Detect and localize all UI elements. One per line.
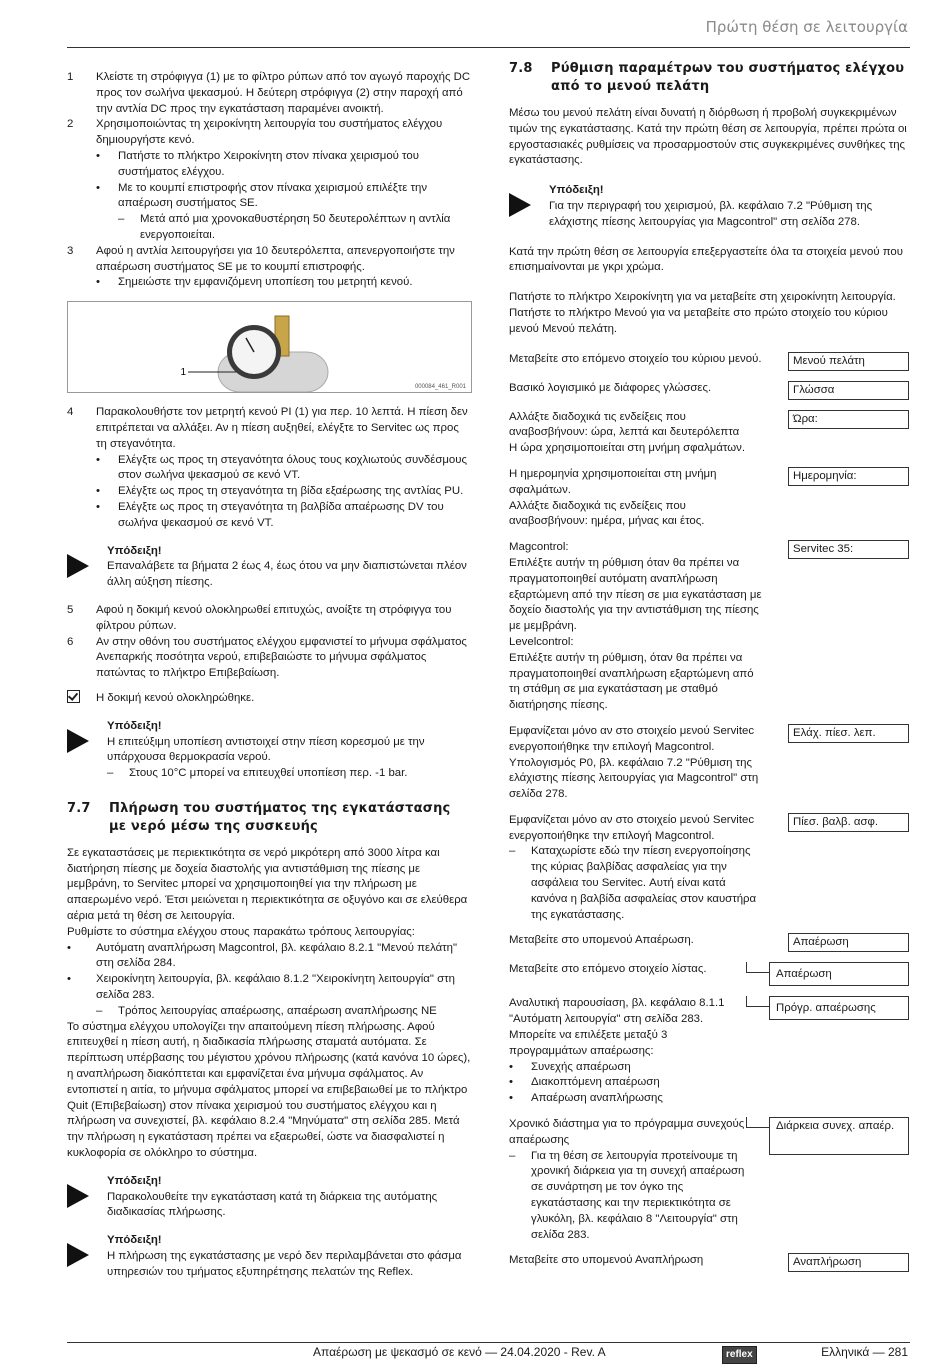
note-repeat-steps: Υπόδειξη! Επαναλάβετε τα βήματα 2 έως 4, έως ότου να μην διαπιστώνεται πλέον άλλη αύξηση πίεσης. <box>67 544 472 591</box>
footer-page-number: Ελληνικά — 281 <box>821 1345 908 1359</box>
header-rule <box>67 47 910 48</box>
right-column <box>509 60 909 1282</box>
paragraph: Ρυθμίστε το σύστημα ελέγχου στους παρακάτω τρόπους λειτουργίας: <box>67 925 415 938</box>
menu-item-servitec[interactable]: Servitec 35: <box>788 540 909 559</box>
page-header-title: Πρώτη θέση σε λειτουργία <box>705 18 908 36</box>
note-operation: Υπόδειξη! Για την περιγραφή του χειρισμού, βλ. κεφάλαιο 7.2 "Ρύθμιση της ελάχιστης πίεσης λειτουργίας για Magcontrol" στη σελίδα 278. <box>509 183 909 230</box>
note-arrow-icon <box>67 544 107 591</box>
section-7-8-heading: 7.8 Ρύθμιση παραμέτρων του συστήματος ελέγχου από το μενού πελάτη <box>509 61 905 94</box>
vacuum-gauge-figure <box>67 301 472 393</box>
step-6: 6 Αν στην οθόνη του συστήματος ελέγχου εμφανιστεί το μήνυμα σφάλματος Ανεπαρκής ποσότητα νερού, επιβεβαιώστε το μήνυμα σφάλματος πατώντας το πλήκτρο Επιβεβαίωση. <box>67 635 467 680</box>
dash-item: – Τρόπος λειτουργίας απαέρωσης, απαέρωση αναπλήρωσης NE <box>96 1004 437 1017</box>
bullet-item: • Ελέγξτε ως προς τη στεγανότητα τη βαλβίδα απαέρωσης DV του σωλήνα ψεκασμού σε κενό VT. <box>96 500 444 529</box>
menu-item-time[interactable]: Ώρα: <box>788 410 909 429</box>
bullet-item: • Ελέγξτε ως προς τη στεγανότητα τη βίδα εξαέρωσης της αντλίας PU. <box>96 485 464 498</box>
step-5: 5 Αφού η δοκιμή κενού ολοκληρωθεί επιτυχώς, ανοίξτε τη στρόφιγγα του φίλτρου ρύπων. <box>67 603 452 632</box>
submenu-row: Χρονικό διάστημα για το πρόγραμμα συνεχούς απαέρωσης – Για τη θέση σε λειτουργία προτείνουμε τη χρονική διάρκεια για τη συνεχή απαέρωση σε συνάρτηση με τον όγκο της εγκατάστασης και την περιεκτικότητα σε γλυκόλη, βλ. κεφάλαιο 8 "Λειτουργία" στη σελίδα 283. Διάρκεια συνεχ. απαέρ. <box>509 1117 909 1243</box>
figure-callout-1: 1 <box>180 367 186 379</box>
submenu-connector <box>746 1117 769 1128</box>
paragraph: Σε εγκαταστάσεις με περιεκτικότητα σε νερό μικρότερη από 3000 λίτρα και διατήρηση πίεσης με δοχεία διαστολής για αντιστάθμιση της πίεσης με μεμβράνη, το Servitec μπορεί να χρησιμοποιηθεί για την πλήρωση με απαερωμένο νερό. Έτσι μειώνεται η περιεκτικότητα σε οξυγόνο και σε ελεύθερα αέρια μετά τη θέση σε λειτουργία. <box>67 846 468 923</box>
paragraph: Κατά την πρώτη θέση σε λειτουργία επεξεργαστείτε όλα τα στοιχεία μενού που επισημαίνονται με γκρι χρώμα. <box>509 245 903 274</box>
note-service: Υπόδειξη! Η πλήρωση της εγκατάστασης με νερό δεν περιλαμβάνεται στο φάσμα υπηρεσιών του τμήματος εξυπηρέτησης πελατών της Reflex. <box>67 1233 472 1280</box>
menu-row: Magcontrol: Επιλέξτε αυτήν τη ρύθμιση όταν θα πρέπει να πραγματοποιηθεί αυτόματη αναπλήρωση εξαρτώμενη από την πίεση σε μια εγκατάσταση με δοχείο διαστολής για την αντιστάθμιση της πίεσης με μεμβράνη. Levelcontrol: Επιλέξτε αυτήν τη ρύθμιση, όταν θα πρέπει να πραγματοποιηθεί αναπλήρωση εξαρτώμενη από τη στάθμη σε μια εγκατάσταση με σταθμό διατήρησης πίεσης. Servitec 35: <box>509 540 909 714</box>
paragraph: Το σύστημα ελέγχου υπολογίζει την απαιτούμενη πίεση πλήρωσης. Αφού επιτευχθεί η πίεση αυτή, η διαδικασία πλήρωσης σταματά αυτόματα. Σε περίπτωση υπέρβασης του μέγιστου χρόνου πλήρωσης (κατά κανόνα 10 ώρες), η αναπλήρωση διακόπτεται και εμφανίζεται ένα μήνυμα σφάλματος. Αν εντοπιστεί η αιτία, το μήνυμα σφάλματος μπορεί να επιβεβαιωθεί με το πλήκτρο Quit (Επιβεβαίωση) στον πίνακα χειρισμού του συστήματος ελέγχου και η πλήρωση να συνεχιστεί, βλ. κεφάλαιο 8.2.4 "Μηνύματα" στη σελίδα 285. Μετά την πλήρωση η εγκατάσταση πρέπει να εξαερωθεί, ώστε να διασφαλιστεί η κυκλοφορία σε ολόκληρο το σύστημα. <box>67 1020 471 1160</box>
reflex-logo: reflex <box>722 1346 757 1364</box>
submenu-item-degassing[interactable]: Απαέρωση <box>769 962 909 986</box>
checkbox-icon <box>67 690 80 703</box>
menu-row: Αλλάξτε διαδοχικά τις ενδείξεις που αναβοσβήνουν: ώρα, λεπτά και δευτερόλεπτα Η ώρα χρησιμοποιείται στη μνήμη σφαλμάτων. Ώρα: <box>509 410 909 457</box>
submenu-connector <box>746 996 769 1007</box>
step-2: 2 Χρησιμοποιώντας τη χειροκίνητη λειτουργία του συστήματος ελέγχου δημιουργήστε κενό. <box>67 118 443 147</box>
step-3: 3 Αφού η αντλία λειτουργήσει για 10 δευτερόλεπτα, απενεργοποιήστε την απαέρωση συστήματος SE με το κουμπί επιστροφής. <box>67 244 455 273</box>
bullet-item: • Ελέγξτε ως προς τη στεγανότητα όλους τους κοχλιωτούς συνδέσμους στον σωλήνα ψεκασμού σε κενό VT. <box>96 453 467 482</box>
bullet-item: • Σημειώστε την εμφανιζόμενη υποπίεση του μετρητή κενού. <box>96 276 413 289</box>
footer-doc-title: Απαέρωση με ψεκασμό σε κενό — 24.04.2020 - Rev. A <box>313 1345 606 1359</box>
menu-item-min-pressure[interactable]: Ελάχ. πίεσ. λεπ. <box>788 724 909 743</box>
submenu-item-degassing-program[interactable]: Πρόγρ. απαέρωσης <box>769 996 909 1020</box>
menu-item-refill[interactable]: Αναπλήρωση <box>788 1253 909 1272</box>
note-monitor: Υπόδειξη! Παρακολουθείτε την εγκατάσταση κατά τη διάρκεια της αυτόματης διαδικασίας πλήρωσης. <box>67 1174 472 1221</box>
footer-rule <box>67 1342 910 1343</box>
menu-item-safety-valve-pressure[interactable]: Πίεσ. βαλβ. ασφ. <box>788 813 909 832</box>
section-7-7-heading: 7.7 Πλήρωση του συστήματος της εγκατάστασης με νερό μέσω της συσκευής <box>67 800 451 834</box>
menu-row: Βασικό λογισμικό με διάφορες γλώσσες. Γλώσσα <box>509 381 909 400</box>
note-vacuum: Υπόδειξη! Η επιτεύξιμη υποπίεση αντιστοιχεί στην πίεση κορεσμού με την υπάρχουσα θερμοκρασία νερού. – Στους 10°C μπορεί να επιτευχθεί υποπίεση περ. -1 bar. <box>67 719 472 782</box>
bullet-item: • Αυτόματη αναπλήρωση Magcontrol, βλ. κεφάλαιο 8.2.1 "Μενού πελάτη" στη σελίδα 284. <box>67 941 458 970</box>
paragraph: Μέσω του μενού πελάτη είναι δυνατή η διόρθωση ή προβολή συγκεκριμένων τιμών της εγκατάστασης. Κατά την πρώτη θέση σε λειτουργία, πρέπει πρώτα οι εργοστασιακές ρυθμίσεις να προσαρμοστούν στις συγκεκριμένες συνθήκες της εγκατάστασης. <box>509 107 907 167</box>
bullet-item: • Πατήστε το πλήκτρο Χειροκίνητη στον πίνακα χειρισμού του συστήματος ελέγχου. <box>96 149 419 178</box>
submenu-item-continuous-duration[interactable]: Διάρκεια συνεχ. απαέρ. <box>769 1117 909 1155</box>
note-arrow-icon <box>67 1174 107 1221</box>
result-line: Η δοκιμή κενού ολοκληρώθηκε. <box>67 688 472 707</box>
menu-row: Εμφανίζεται μόνο αν στο στοιχείο μενού Servitec ενεργοποιήθηκε την επιλογή Magcontrol. – Καταχωρίστε εδώ την πίεση ενεργοποίησης της κύριας βαλβίδας ασφαλείας για την ασφάλεια του Servitec. Αυτή είναι κατά κανόνα η βαλβίδα ασφαλείας στον καυστήρα της εγκατάστασης. Πίεσ. βαλβ. ασφ. <box>509 813 909 924</box>
dash-item: – Μετά από μια χρονοκαθυστέρηση 50 δευτερολέπτων η αντλία ενεργοποιείται. <box>118 213 451 241</box>
step-1: 1 Κλείστε τη στρόφιγγα (1) με το φίλτρο ρύπων από τον αγωγό παροχής DC προς τον σωλήνα ψεκασμού. Η δεύτερη στρόφιγγα (2) στην παροχή από την αντλία DC προς την εγκατάσταση παραμένει ανοικτή. <box>67 71 471 115</box>
menu-row: Μεταβείτε στο επόμενο στοιχείο του κύριου μενού. Μενού πελάτη <box>509 352 909 371</box>
bullet-item: • Με το κουμπί επιστροφής στον πίνακα χειρισμού επιλέξτε την απαέρωση συστήματος SE. <box>96 181 428 210</box>
menu-row: Η ημερομηνία χρησιμοποιείται στη μνήμη σφαλμάτων. Αλλάξτε διαδοχικά τις ενδείξεις που αναβοσβήνουν: ημέρα, μήνας και έτος. Ημερομηνία: <box>509 467 909 530</box>
menu-item-customer-menu[interactable]: Μενού πελάτη <box>788 352 909 371</box>
note-arrow-icon <box>67 719 107 782</box>
submenu-connector <box>746 962 769 973</box>
menu-row: Μεταβείτε στο υπομενού Αναπλήρωση Αναπλήρωση <box>509 1253 909 1272</box>
menu-item-degassing[interactable]: Απαέρωση <box>788 933 909 952</box>
menu-row: Μεταβείτε στο υπομενού Απαέρωση. Απαέρωση <box>509 933 909 952</box>
menu-item-language[interactable]: Γλώσσα <box>788 381 909 400</box>
step-4: 4 Παρακολουθήστε τον μετρητή κενού PI (1) για περ. 10 λεπτά. Η πίεση δεν επιτρέπεται να αλλάξει. Αν η πίεση αυξηθεί, ελέγξτε το Servitec ως προς τη στεγανότητα. <box>67 406 468 450</box>
note-arrow-icon <box>67 1233 107 1280</box>
submenu-row: Αναλυτική παρουσίαση, βλ. κεφάλαιο 8.1.1 "Αυτόματη λειτουργία" στη σελίδα 283. Μπορείτε να επιλέξετε μεταξύ 3 προγραμμάτων απαέρωσης: • Συνεχής απαέρωση • Διακοπτόμενη απαέρωση • Απαέρωση αναπλήρωσης Πρόγρ. απαέρωσης <box>509 996 909 1107</box>
figure-code: 000084_461_R001 <box>414 384 466 391</box>
submenu-row: Μεταβείτε στο επόμενο στοιχείο λίστας. Απαέρωση <box>509 962 909 986</box>
paragraph: Πατήστε το πλήκτρο Χειροκίνητη για να μεταβείτε στη χειροκίνητη λειτουργία. Πατήστε το πλήκτρο Μενού για να μεταβείτε στο πρώτο στοιχείο του κύριου μενού Μενού πελάτη. <box>509 291 896 335</box>
left-column <box>67 70 472 1293</box>
vacuum-gauge-illustration <box>68 302 471 392</box>
note-arrow-icon <box>509 183 549 230</box>
bullet-item: • Χειροκίνητη λειτουργία, βλ. κεφάλαιο 8.1.2 "Χειροκίνητη λειτουργία" στη σελίδα 283. <box>67 973 455 1002</box>
menu-item-date[interactable]: Ημερομηνία: <box>788 467 909 486</box>
menu-row: Εμφανίζεται μόνο αν στο στοιχείο μενού Servitec ενεργοποιήθηκε την επιλογή Magcontrol. Υπολογισμός P0, βλ. κεφάλαιο 7.2 "Ρύθμιση της ελάχιστης πίεσης λειτουργίας για Magcontrol" στη σελίδα 278. Ελάχ. πίεσ. λεπ. <box>509 724 909 803</box>
